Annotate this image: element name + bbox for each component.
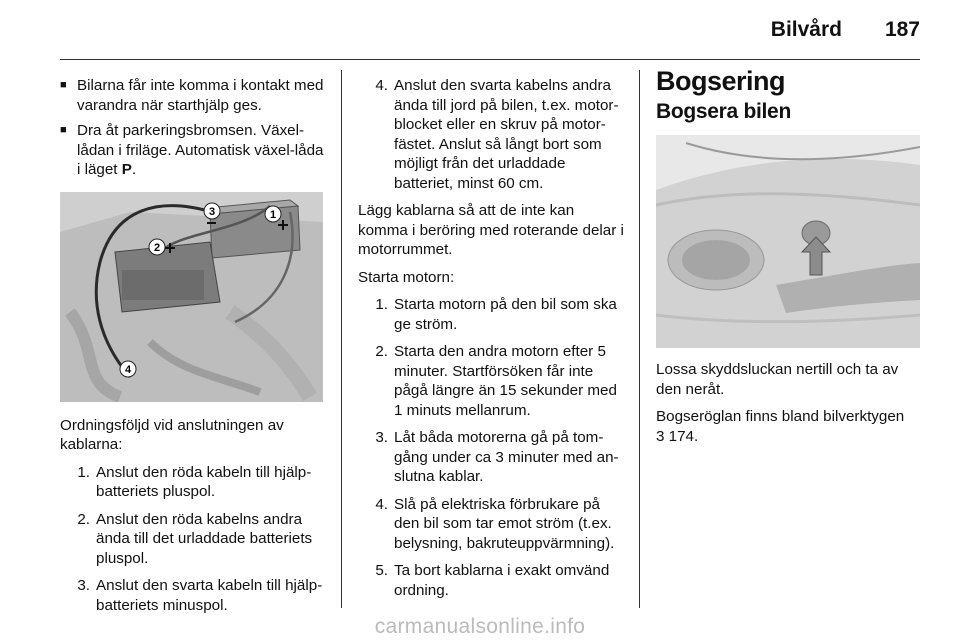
column-divider-1 [341, 70, 342, 608]
list-item: 3. Anslut den svarta kabeln till hjälp-batteriets minuspol. [77, 577, 323, 614]
bullet-item: ■ Bilarna får inte komma i kontakt med varandra när starthjälp ges. [60, 76, 328, 115]
cover-removal-paragraph: Lossa skyddsluckan nertill och ta av den neråt. [656, 361, 899, 398]
figure-label-1: 1 [269, 208, 277, 221]
list-item: 1. Starta motorn på den bil som ska ge ström. [375, 296, 617, 333]
connection-intro: Ordningsföljd vid anslutningen av kablarna: [60, 416, 284, 453]
page-reference: 3 174. [656, 427, 699, 445]
towing-subheading: Bogsera bilen [656, 99, 791, 123]
page-number: 187 [884, 18, 920, 41]
figure-label-3: 3 [208, 205, 216, 218]
jump-start-figure [60, 192, 323, 402]
start-engine-intro: Starta motorn: [358, 268, 455, 286]
figure-label-2: 2 [153, 241, 161, 254]
list-item: 4. Anslut den svarta kabelns andra ända till jord på bilen, t.ex. motor-blocket eller en skruv på motor-fästet. Anslut så långt bort som möjligt från det urladdade batteriet, minst 60 cm. [375, 77, 619, 192]
gear-position-p: P [121, 161, 132, 178]
connection-steps [60, 463, 328, 616]
section-title: Bilvård [770, 18, 842, 41]
page-header [0, 0, 960, 60]
header-rule [60, 59, 920, 60]
towing-heading: Bogsering [656, 66, 786, 96]
column-3 [656, 66, 922, 454]
connection-steps-cont [358, 76, 626, 193]
watermark: carmanualsonline.info [374, 615, 586, 638]
tow-eye-location-paragraph: Bogseröglan finns bland bilverktygen 3 174. [656, 408, 905, 445]
front-bumper-illustration [656, 135, 920, 348]
list-item: 2. Anslut den röda kabelns andra ända till det urladdade batteriets pluspol. [77, 510, 313, 567]
list-item: 3. Låt båda motorerna gå på tom-gång under ca 3 minuter med an-slutna kablar. [375, 429, 619, 485]
bullet-item: ■ Dra åt parkeringsbromsen. Växel-lådan i friläge. Automatisk växel-låda i läget P. [60, 121, 328, 180]
start-steps [358, 295, 626, 600]
list-item: 4. Slå på elektriska förbrukare på den bil som tar emot ström (t.ex. belysning, bakruteuppvärmning). [375, 495, 615, 552]
figure-label-4: 4 [124, 363, 132, 376]
column-1 [60, 76, 328, 623]
tow-eye-figure [656, 135, 920, 348]
list-item: 2. Starta den andra motorn efter 5 minuter. Startförsöken får inte pågå längre än 15 sekunder med 1 minuts mellanrum. [375, 343, 617, 419]
cable-routing-paragraph: Lägg kablarna så att de inte kan komma i beröring med roterande delar i motorrummet. [358, 202, 624, 258]
column-divider-2 [639, 70, 640, 608]
engine-bay-illustration [60, 192, 323, 402]
column-2 [358, 76, 626, 608]
list-item: 1. Anslut den röda kabeln till hjälp-batteriets pluspol. [77, 463, 312, 500]
list-item: 5. Ta bort kablarna i exakt omvänd ordning. [375, 562, 610, 599]
